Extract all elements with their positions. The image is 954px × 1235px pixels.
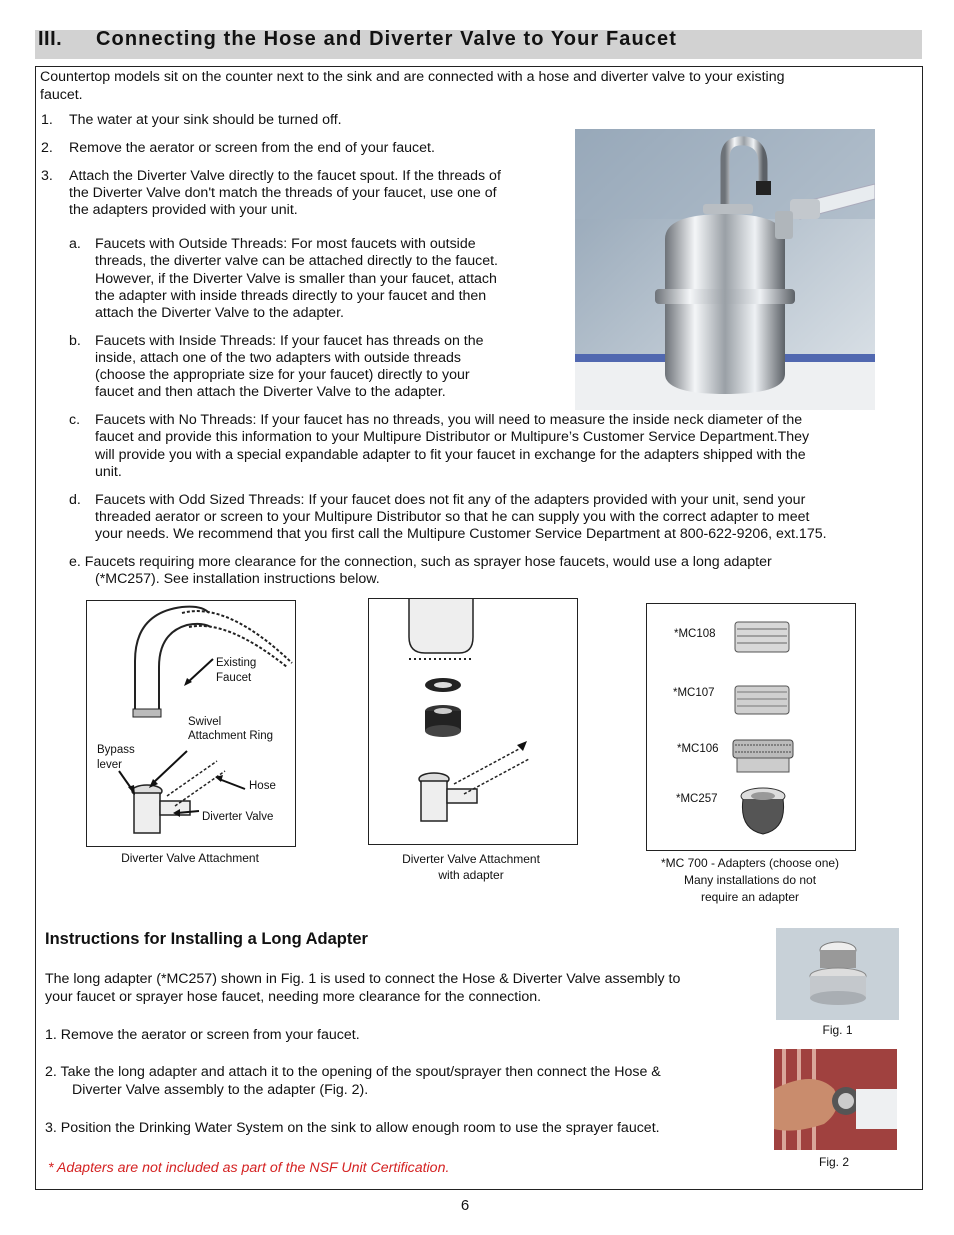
- fig3-caption-1: *MC 700 - Adapters (choose one): [660, 856, 840, 870]
- adapter-label-mc257: *MC257: [676, 793, 718, 805]
- label-bypass-1: Bypass: [97, 744, 135, 756]
- step-3-line-1: Attach the Diverter Valve directly to the faucet spout. If the threads of: [69, 168, 501, 184]
- adapter-mc108-drawing: [735, 622, 789, 652]
- adapter-label-mc107: *MC107: [673, 687, 715, 699]
- sub-b-letter: b.: [69, 333, 81, 349]
- step-2-num: 2.: [41, 140, 53, 156]
- sub-a-line-5: attach the Diverter Valve to the adapter.: [95, 305, 344, 321]
- sub-a-line-4: the adapter with inside threads directly to your faucet and then: [95, 288, 487, 304]
- adapter-mc257-drawing: [741, 788, 785, 834]
- sub-e-line-1: e. Faucets requiring more clearance for the connection, such as sprayer hose faucets, would use a long adapter: [69, 554, 772, 570]
- long-step-2b: Diverter Valve assembly to the adapter (Fig. 2).: [72, 1082, 369, 1098]
- intro-text-2: faucet.: [40, 87, 83, 103]
- long-adapter-para-2: your faucet or sprayer hose faucet, needing more clearance for the connection.: [45, 989, 542, 1005]
- label-existing-1: Existing: [216, 657, 257, 669]
- step-1-text: The water at your sink should be turned off.: [69, 112, 342, 128]
- adapter-label-mc108: *MC108: [674, 628, 716, 640]
- fig1-caption: Diverter Valve Attachment: [121, 851, 259, 865]
- fig2-photo: [774, 1049, 897, 1150]
- step-3-line-2: the Diverter Valve don't match the threads of your faucet, use one of: [69, 185, 497, 201]
- label-existing-2: Faucet: [216, 672, 252, 684]
- label-hose: Hose: [249, 780, 276, 792]
- sub-c-line-1: Faucets with No Threads: If your faucet has no threads, you will need to measure the inside neck diameter of the: [95, 412, 803, 428]
- sub-e-line-2: (*MC257). See installation instructions below.: [95, 571, 380, 587]
- sub-d-line-2: threaded aerator or screen to your Multipure Distributor so that he can supply you with the correct adapter to meet: [95, 509, 810, 525]
- faucet-adapter-drawing: [369, 599, 577, 844]
- sub-c-line-2: faucet and provide this information to your Multipure Distributor or Multipure’s Customer Service Department.They: [95, 429, 810, 445]
- sub-d-letter: d.: [69, 492, 81, 508]
- adapter-mc106-drawing: [733, 740, 793, 772]
- label-bypass-2: lever: [97, 759, 122, 771]
- section-title: Connecting the Hose and Diverter Valve to Your Faucet: [96, 28, 678, 50]
- fig2-label: Fig. 2: [818, 1155, 849, 1169]
- sub-a-line-2: threads, the diverter valve can be attached directly to the faucet.: [95, 253, 498, 269]
- fig2-caption-2: with adapter: [438, 868, 504, 882]
- sub-b-line-1: Faucets with Inside Threads: If your faucet has threads on the: [95, 333, 484, 349]
- long-step-3: 3. Position the Drinking Water System on the sink to allow enough room to use the sprayer faucet.: [45, 1120, 660, 1136]
- long-adapter-heading: Instructions for Installing a Long Adapter: [45, 930, 368, 948]
- sub-b-line-4: faucet and then attach the Diverter Valve to the adapter.: [95, 384, 446, 400]
- fig3-caption-3: require an adapter: [700, 890, 800, 904]
- step-1-num: 1.: [41, 112, 53, 128]
- step-3-num: 3.: [41, 168, 53, 184]
- diverter-valve-diagram: [86, 600, 296, 847]
- sub-a-line-1: Faucets with Outside Threads: For most faucets with outside: [95, 236, 476, 252]
- adapter-label-mc106: *MC106: [677, 743, 719, 755]
- hand-attaching-adapter-drawing: [774, 1049, 897, 1150]
- fig1-photo: [776, 928, 899, 1020]
- page-number: 6: [460, 1197, 470, 1214]
- adapters-panel: [646, 603, 856, 851]
- step-3-line-3: the adapters provided with your unit.: [69, 202, 298, 218]
- nsf-note: * Adapters are not included as part of the NSF Unit Certification.: [48, 1160, 450, 1176]
- label-diverter-valve: Diverter Valve: [202, 811, 274, 823]
- fig3-caption-2: Many installations do not: [683, 873, 817, 887]
- long-step-2a: 2. Take the long adapter and attach it to the opening of the spout/sprayer then connect the Hose &: [45, 1064, 661, 1080]
- step-2-text: Remove the aerator or screen from the end of your faucet.: [69, 140, 435, 156]
- long-step-1: 1. Remove the aerator or screen from your faucet.: [45, 1027, 360, 1043]
- sub-d-line-3: your needs. We recommend that you first call the Multipure Customer Service Department at 800-622-9206, ext.175.: [95, 526, 827, 542]
- sub-c-line-3: will provide you with a special expandable adapter to fit your faucet in exchange for the adapters shipped with the: [95, 447, 806, 463]
- fig2-caption-1: Diverter Valve Attachment: [402, 852, 540, 866]
- sub-a-letter: a.: [69, 236, 81, 252]
- diverter-adapter-diagram: [368, 598, 578, 845]
- section-number: III.: [38, 28, 63, 50]
- label-swivel-1: Swivel: [188, 716, 222, 728]
- long-adapter-para-1: The long adapter (*MC257) shown in Fig. 1 is used to connect the Hose & Diverter Valve assembly to: [45, 971, 681, 987]
- fig1-label: Fig. 1: [822, 1023, 853, 1037]
- adapter-mc107-drawing: [735, 686, 789, 714]
- intro-text: Countertop models sit on the counter next to the sink and are connected with a hose and diverter valve to your existing: [40, 69, 785, 85]
- adapter-drawings: [647, 604, 855, 850]
- sub-d-line-1: Faucets with Odd Sized Threads: If your faucet does not fit any of the adapters provided with your unit, send your: [95, 492, 806, 508]
- countertop-filter-illustration: [575, 129, 875, 410]
- label-swivel-2: Attachment Ring: [188, 730, 274, 742]
- sub-c-line-4: unit.: [95, 464, 122, 480]
- long-adapter-photo-drawing: [776, 928, 899, 1020]
- sub-c-letter: c.: [69, 412, 81, 428]
- sub-b-line-2: inside, attach one of the two adapters with outside threads: [95, 350, 461, 366]
- product-photo: [575, 129, 875, 410]
- sub-a-line-3: However, if the Diverter Valve is smaller than your faucet, attach: [95, 271, 497, 287]
- sub-b-line-3: (choose the appropriate size for your faucet) directly to your: [95, 367, 470, 383]
